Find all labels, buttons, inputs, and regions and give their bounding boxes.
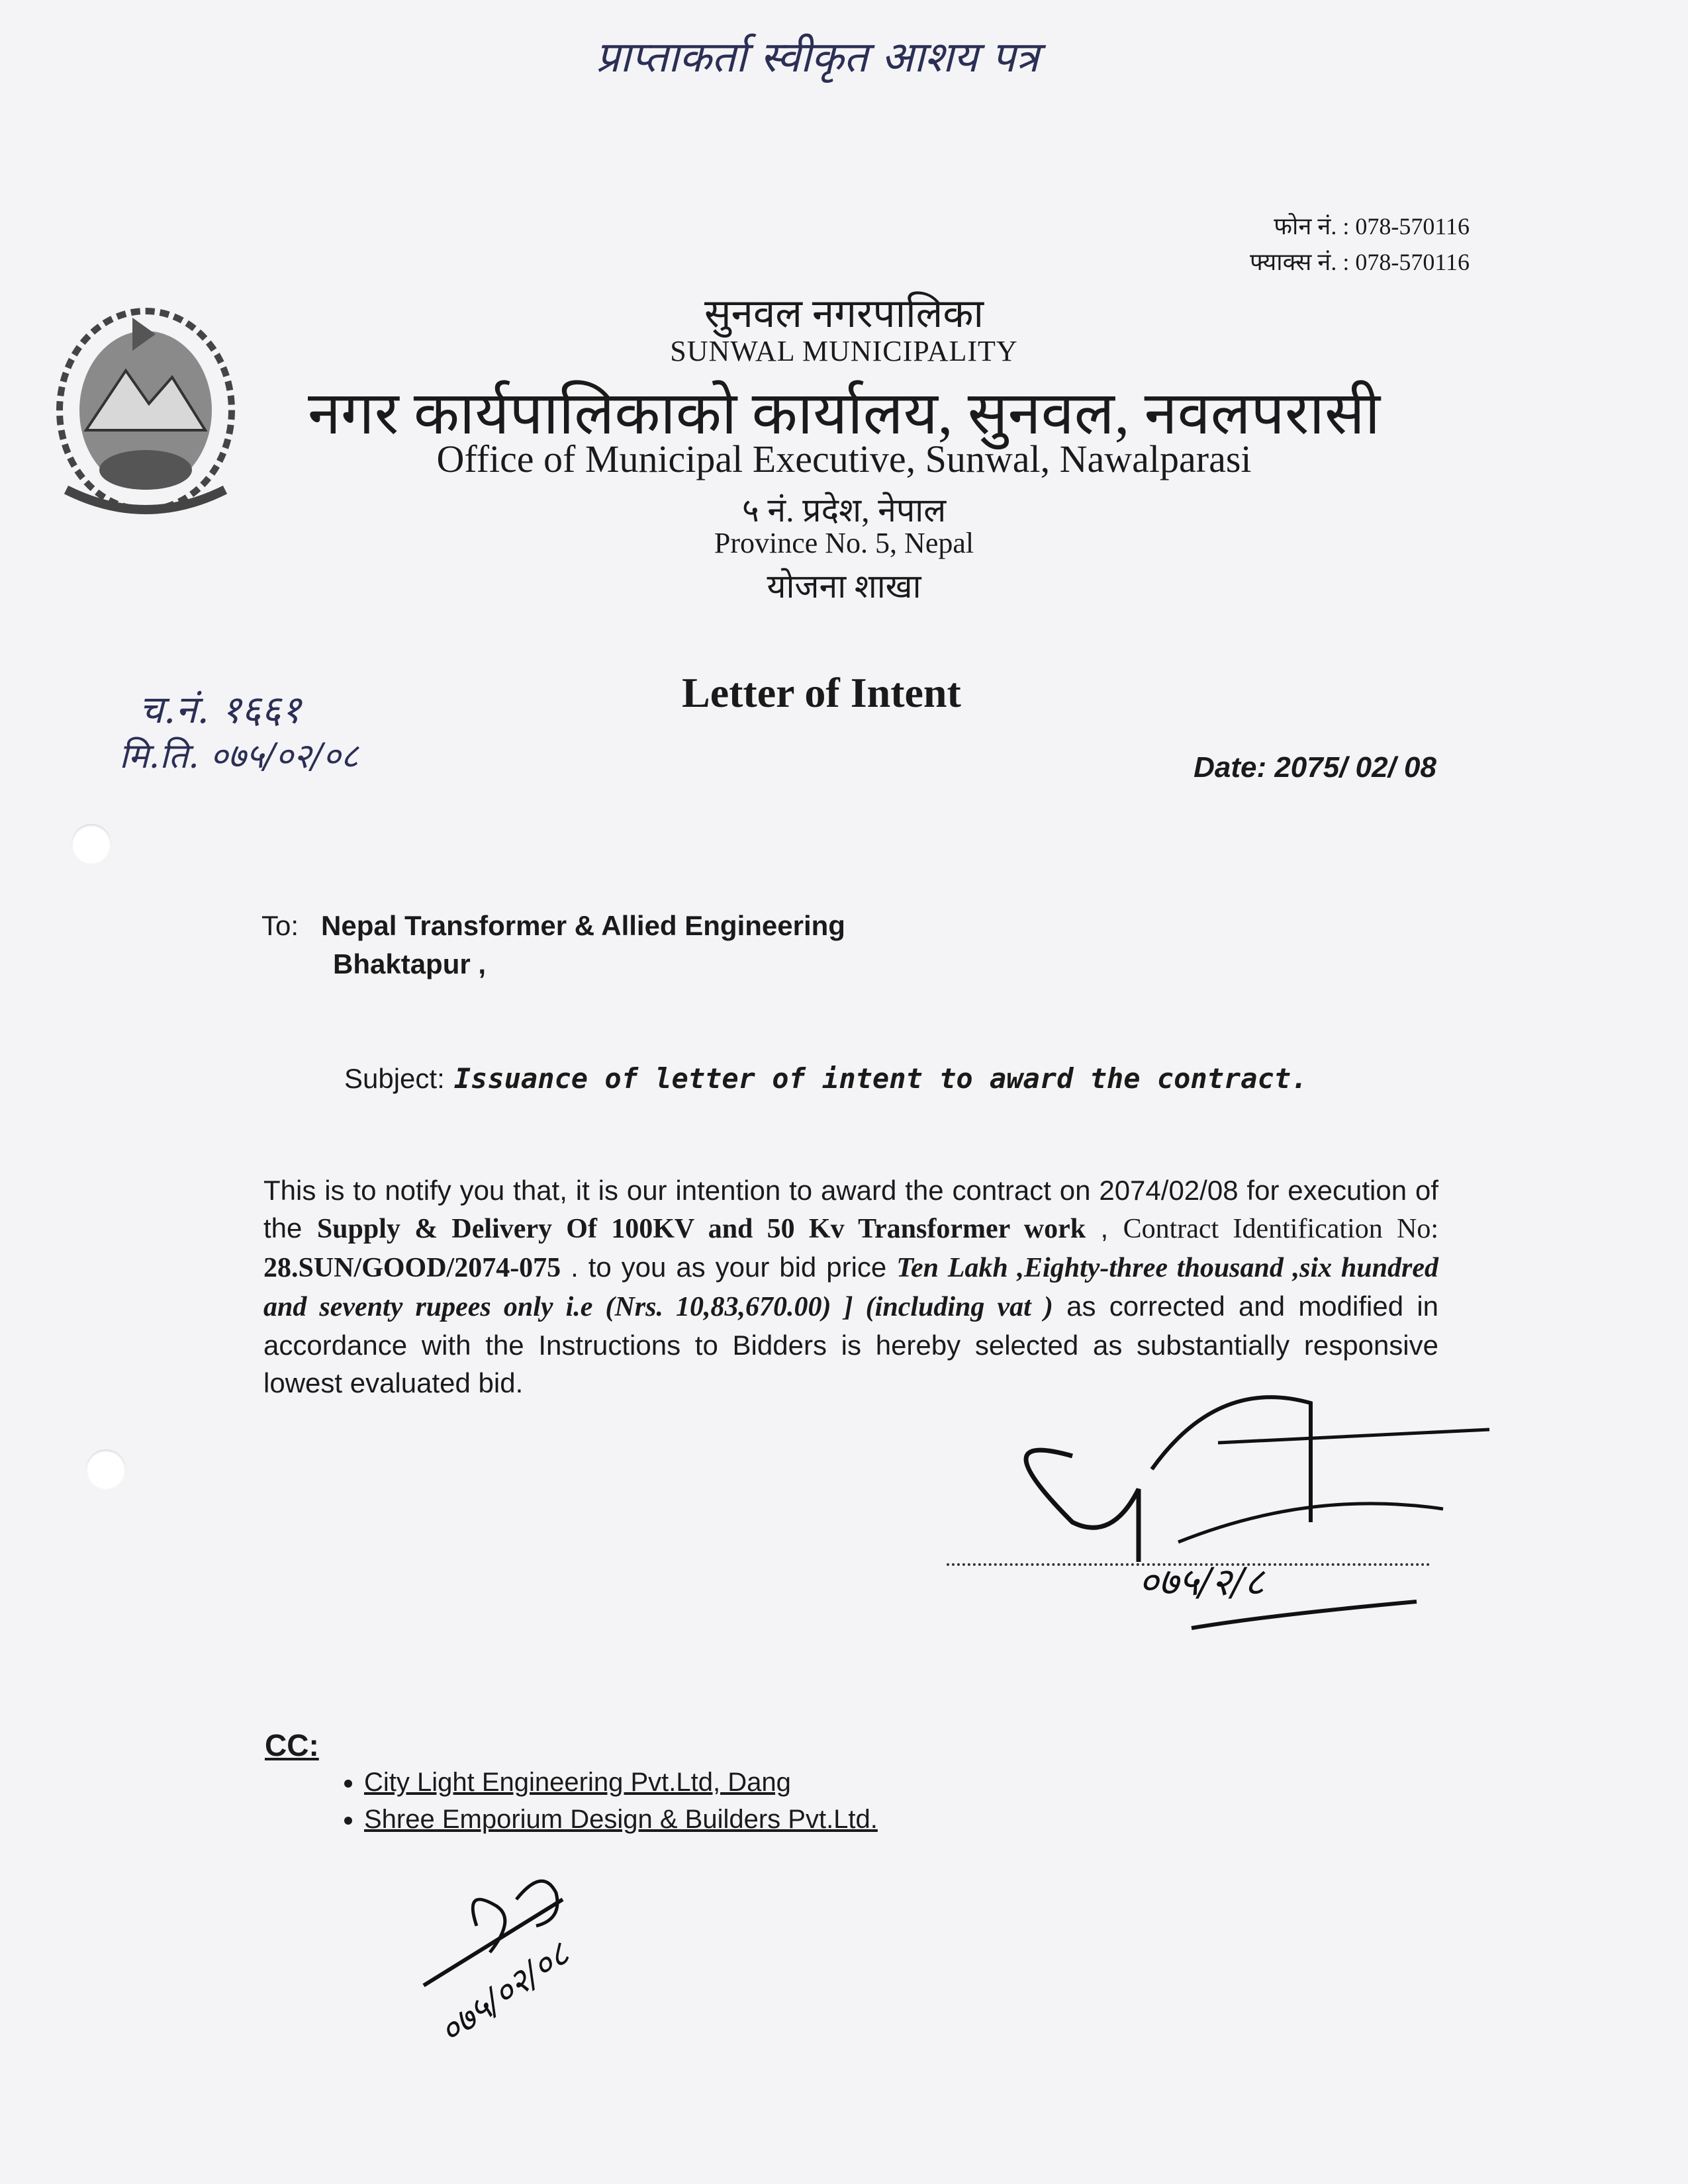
subject-label: Subject: [344, 1063, 445, 1094]
body-bid-text: . to you as your bid price [561, 1251, 897, 1283]
contract-id-label: Contract Identification No: [1123, 1214, 1438, 1244]
cc-list [318, 1764, 878, 1838]
cc-label: CC: [265, 1728, 319, 1762]
office-name-english: Office of Municipal Executive, Sunwal, Nawalparasi [436, 437, 1252, 480]
letter-date: Date: 2075/ 02/ 08 [1194, 751, 1436, 784]
bid-price: Ten Lakh ,Eighty-three thousand ,six hundred and seventy rupees only i.e (Nrs. 10,83,670.00) ] (including vat ) [263, 1253, 1438, 1322]
handwritten-note-top: प्राप्ताकर्ता स्वीकृत आशय पत्र [596, 33, 1039, 82]
handwritten-initials [397, 1846, 675, 2071]
recipient-block [261, 907, 845, 983]
subject-line [344, 1062, 1307, 1095]
punch-hole [71, 824, 111, 864]
letter-body [263, 1171, 1438, 1402]
body-closing: as corrected and modified in accordance with the Instructions to Bidders is hereby selected as substantially responsive lowest evaluated bid. [263, 1291, 1439, 1398]
recipient-name: Nepal Transformer & Allied Engineering [321, 910, 845, 941]
municipality-name-nepali: सुनवल नगरपालिका [704, 292, 984, 336]
handwritten-reference-number: च.नं. १६६१ [139, 687, 301, 732]
initials-date: ०७५/०२/०८ [432, 1934, 577, 2052]
office-name-nepali: नगर कार्यपालिकाको कार्यालय, सुनवल, नवलपरासी [307, 381, 1381, 447]
letter-title: Letter of Intent [682, 669, 961, 716]
phone-number: फोन नं. : 078-570116 [1274, 213, 1470, 240]
signature [940, 1390, 1496, 1668]
municipality-name-english: SUNWAL MUNICIPALITY [670, 335, 1018, 367]
subject-text: Issuance of letter of intent to award the contract. [453, 1062, 1308, 1095]
work-description: Supply & Delivery Of 100KV and 50 Kv Transformer work [316, 1214, 1086, 1244]
signature-date: ०७५/२/८ [1139, 1559, 1264, 1604]
contact-info [1250, 208, 1470, 280]
body-separator: , [1086, 1212, 1123, 1244]
to-label: To: [261, 910, 299, 941]
cc-item: • Shree Emporium Design & Builders Pvt.Ltd. [364, 1801, 878, 1838]
handwritten-reference-date: मि.ति. ०७५/०२/०८ [119, 737, 359, 776]
cc-item: • City Light Engineering Pvt.Ltd, Dang [364, 1764, 878, 1801]
contract-id: 28.SUN/GOOD/2074-075 [263, 1253, 561, 1283]
punch-hole [86, 1449, 126, 1489]
province-nepali: ५ नं. प्रदेश, नेपाल [741, 492, 947, 529]
section-name-nepali: योजना शाखा [767, 568, 921, 605]
body-intro: This is to notify you that, it is our intention to award the contract on 2074/02/08 for execution of the [263, 1175, 1438, 1244]
fax-number: फ्याक्स नं. : 078-570116 [1250, 249, 1470, 275]
recipient-city: Bhaktapur , [333, 948, 487, 979]
province-english: Province No. 5, Nepal [714, 527, 974, 559]
